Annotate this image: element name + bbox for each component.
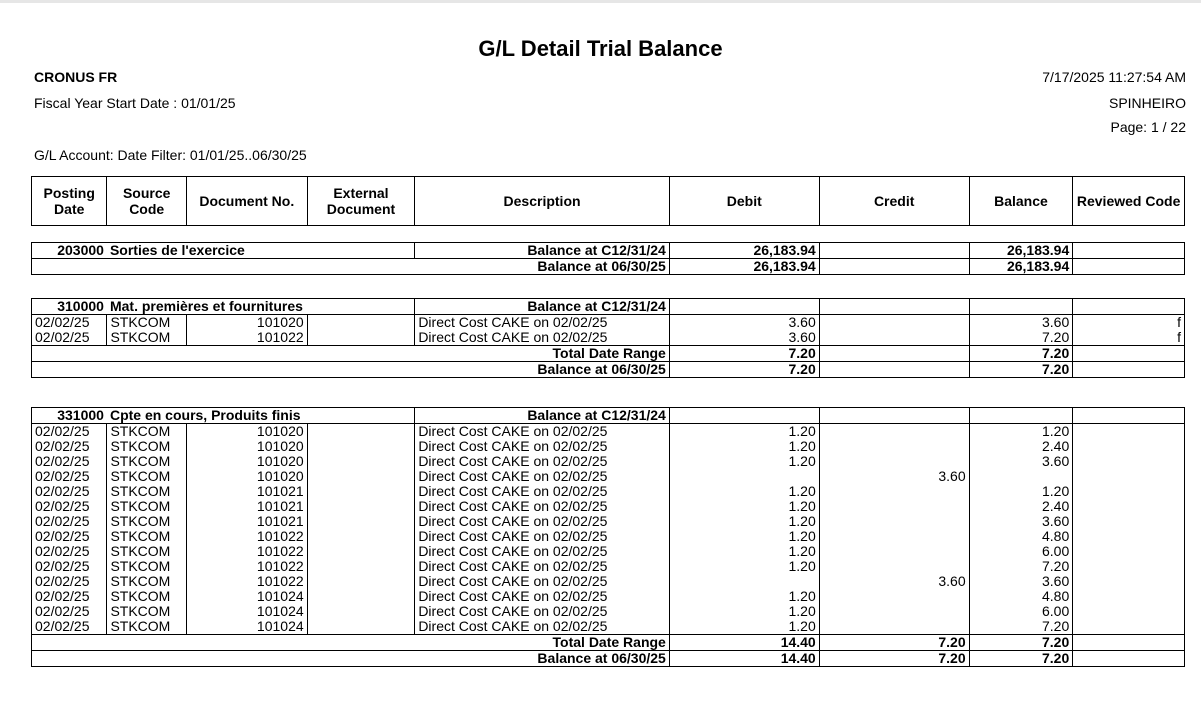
entry-source-code: STKCOM	[107, 424, 186, 440]
entry-description: Direct Cost CAKE on 02/02/25	[415, 439, 670, 454]
entry-posting-date: 02/02/25	[32, 559, 107, 574]
total-debit: 14.40	[669, 635, 819, 651]
opening-reviewed	[1073, 299, 1185, 315]
entry-source-code: STKCOM	[107, 604, 186, 619]
entry-debit: 1.20	[669, 439, 819, 454]
entry-document-no: 101022	[186, 330, 307, 346]
opening-balance-label: Balance at C12/31/24	[415, 299, 670, 315]
closing-debit: 7.20	[669, 362, 819, 378]
entry-balance: 2.40	[969, 439, 1073, 454]
entry-source-code: STKCOM	[107, 574, 186, 589]
entry-credit	[819, 619, 969, 635]
entry-description: Direct Cost CAKE on 02/02/25	[415, 559, 670, 574]
table-row	[32, 514, 1185, 529]
entry-source-code: STKCOM	[107, 559, 186, 574]
closing-balance: 7.20	[969, 651, 1073, 667]
entry-credit	[819, 315, 969, 331]
closing-credit	[819, 259, 969, 275]
closing-debit: 26,183.94	[669, 259, 819, 275]
company-name: CRONUS FR	[34, 69, 118, 85]
entry-external-document	[307, 589, 415, 604]
entry-reviewed-code	[1073, 619, 1185, 635]
entry-external-document	[307, 454, 415, 469]
entry-debit: 1.20	[669, 529, 819, 544]
entry-posting-date: 02/02/25	[32, 315, 107, 331]
entry-balance: 6.00	[969, 544, 1073, 559]
entry-description: Direct Cost CAKE on 02/02/25	[415, 574, 670, 589]
closing-balance: 7.20	[969, 362, 1073, 378]
entry-external-document	[307, 574, 415, 589]
entry-debit: 1.20	[669, 544, 819, 559]
entry-balance: 7.20	[969, 330, 1073, 346]
table-row	[32, 544, 1185, 559]
entry-credit	[819, 559, 969, 574]
entry-external-document	[307, 559, 415, 574]
entry-credit	[819, 484, 969, 499]
opening-debit	[669, 299, 819, 315]
entry-external-document	[307, 544, 415, 559]
entry-description: Direct Cost CAKE on 02/02/25	[415, 514, 670, 529]
entry-reviewed-code: f	[1073, 330, 1185, 346]
header-posting-date: Posting Date	[32, 177, 107, 226]
closing-balance: 26,183.94	[969, 259, 1073, 275]
total-label: Total Date Range	[32, 635, 670, 651]
entry-document-no: 101021	[186, 484, 307, 499]
report-user: SPINHEIRO	[1108, 95, 1186, 111]
account-group-310000	[31, 298, 1185, 378]
entry-balance: 1.20	[969, 424, 1073, 440]
entry-description: Direct Cost CAKE on 02/02/25	[415, 619, 670, 635]
table-row	[32, 469, 1185, 484]
entry-source-code: STKCOM	[107, 330, 186, 346]
entry-description: Direct Cost CAKE on 02/02/25	[415, 499, 670, 514]
opening-balance	[969, 408, 1073, 424]
entry-credit	[819, 454, 969, 469]
entry-document-no: 101021	[186, 499, 307, 514]
entry-external-document	[307, 514, 415, 529]
entry-document-no: 101021	[186, 514, 307, 529]
report-datetime: 7/17/2025 11:27:54 AM	[1042, 69, 1186, 85]
account-name: Sorties de l'exercice	[107, 243, 415, 259]
table-row	[32, 330, 1185, 346]
entry-debit: 3.60	[669, 330, 819, 346]
account-heading-row	[32, 408, 1185, 424]
account-number: 203000	[32, 243, 107, 259]
entry-debit	[669, 469, 819, 484]
entry-source-code: STKCOM	[107, 499, 186, 514]
entry-external-document	[307, 469, 415, 484]
table-row	[32, 424, 1185, 440]
entry-description: Direct Cost CAKE on 02/02/25	[415, 315, 670, 331]
closing-credit: 7.20	[819, 651, 969, 667]
closing-reviewed	[1073, 259, 1185, 275]
entry-source-code: STKCOM	[107, 439, 186, 454]
date-filter: G/L Account: Date Filter: 01/01/25..06/30/25	[34, 147, 307, 163]
opening-credit	[819, 243, 969, 259]
total-reviewed	[1073, 635, 1185, 651]
entry-description: Direct Cost CAKE on 02/02/25	[415, 604, 670, 619]
table-row	[32, 589, 1185, 604]
entry-external-document	[307, 499, 415, 514]
total-row	[32, 635, 1185, 651]
closing-row	[32, 259, 1185, 275]
entry-source-code: STKCOM	[107, 514, 186, 529]
entry-balance: 6.00	[969, 604, 1073, 619]
opening-credit	[819, 299, 969, 315]
total-row	[32, 346, 1185, 362]
header-debit: Debit	[669, 177, 819, 226]
account-name: Mat. premières et fournitures	[107, 299, 415, 315]
entry-balance: 3.60	[969, 574, 1073, 589]
entry-reviewed-code	[1073, 604, 1185, 619]
entry-external-document	[307, 484, 415, 499]
entry-source-code: STKCOM	[107, 469, 186, 484]
entry-credit	[819, 529, 969, 544]
entry-document-no: 101020	[186, 454, 307, 469]
entry-external-document	[307, 424, 415, 440]
closing-debit: 14.40	[669, 651, 819, 667]
entry-document-no: 101024	[186, 604, 307, 619]
account-number: 310000	[32, 299, 107, 315]
entry-reviewed-code	[1073, 589, 1185, 604]
closing-label: Balance at 06/30/25	[32, 651, 670, 667]
total-debit: 7.20	[669, 346, 819, 362]
entry-debit: 1.20	[669, 424, 819, 440]
entry-debit: 1.20	[669, 559, 819, 574]
entry-reviewed-code	[1073, 439, 1185, 454]
entry-posting-date: 02/02/25	[32, 589, 107, 604]
entry-balance: 3.60	[969, 514, 1073, 529]
entry-description: Direct Cost CAKE on 02/02/25	[415, 469, 670, 484]
table-row	[32, 559, 1185, 574]
table-row	[32, 619, 1185, 635]
entry-posting-date: 02/02/25	[32, 330, 107, 346]
entry-document-no: 101022	[186, 574, 307, 589]
entry-debit: 3.60	[669, 315, 819, 331]
account-group-203000	[31, 242, 1185, 275]
entry-source-code: STKCOM	[107, 315, 186, 331]
entry-reviewed-code: f	[1073, 315, 1185, 331]
entry-posting-date: 02/02/25	[32, 424, 107, 440]
account-heading-row	[32, 243, 1185, 259]
table-row	[32, 454, 1185, 469]
entry-source-code: STKCOM	[107, 484, 186, 499]
entry-source-code: STKCOM	[107, 589, 186, 604]
entry-balance: 3.60	[969, 315, 1073, 331]
opening-credit	[819, 408, 969, 424]
closing-credit	[819, 362, 969, 378]
account-name: Cpte en cours, Produits finis	[107, 408, 415, 424]
closing-label: Balance at 06/30/25	[32, 259, 670, 275]
entry-reviewed-code	[1073, 469, 1185, 484]
entry-credit	[819, 439, 969, 454]
entry-description: Direct Cost CAKE on 02/02/25	[415, 544, 670, 559]
opening-balance	[969, 299, 1073, 315]
entry-posting-date: 02/02/25	[32, 574, 107, 589]
entry-credit	[819, 514, 969, 529]
total-credit	[819, 346, 969, 362]
entry-reviewed-code	[1073, 454, 1185, 469]
account-group-331000	[31, 407, 1185, 667]
entry-balance: 4.80	[969, 529, 1073, 544]
entry-reviewed-code	[1073, 514, 1185, 529]
entry-external-document	[307, 619, 415, 635]
total-reviewed	[1073, 346, 1185, 362]
entry-reviewed-code	[1073, 529, 1185, 544]
account-heading-row	[32, 299, 1185, 315]
entry-balance: 2.40	[969, 499, 1073, 514]
entry-reviewed-code	[1073, 424, 1185, 440]
entry-credit	[819, 589, 969, 604]
entry-document-no: 101024	[186, 619, 307, 635]
table-row	[32, 529, 1185, 544]
entry-external-document	[307, 529, 415, 544]
entry-description: Direct Cost CAKE on 02/02/25	[415, 529, 670, 544]
opening-balance-label: Balance at C12/31/24	[415, 408, 670, 424]
entry-external-document	[307, 330, 415, 346]
entry-reviewed-code	[1073, 484, 1185, 499]
entry-reviewed-code	[1073, 574, 1185, 589]
entry-external-document	[307, 439, 415, 454]
entry-reviewed-code	[1073, 544, 1185, 559]
entry-description: Direct Cost CAKE on 02/02/25	[415, 454, 670, 469]
header-balance: Balance	[969, 177, 1073, 226]
header-document-no: Document No.	[186, 177, 307, 226]
entry-balance: 1.20	[969, 484, 1073, 499]
entry-posting-date: 02/02/25	[32, 499, 107, 514]
entry-source-code: STKCOM	[107, 619, 186, 635]
page-number: Page: 1 / 22	[1110, 119, 1186, 135]
entry-balance: 3.60	[969, 454, 1073, 469]
column-header-table	[31, 176, 1185, 226]
entry-posting-date: 02/02/25	[32, 619, 107, 635]
table-row	[32, 484, 1185, 499]
entry-posting-date: 02/02/25	[32, 469, 107, 484]
fiscal-year-start: Fiscal Year Start Date : 01/01/25	[34, 95, 236, 111]
table-row	[32, 604, 1185, 619]
entry-balance	[969, 469, 1073, 484]
entry-document-no: 101020	[186, 439, 307, 454]
entry-debit: 1.20	[669, 484, 819, 499]
top-border	[0, 0, 1201, 3]
entry-reviewed-code	[1073, 559, 1185, 574]
entry-document-no: 101020	[186, 469, 307, 484]
entry-credit: 3.60	[819, 574, 969, 589]
opening-reviewed	[1073, 243, 1185, 259]
entry-description: Direct Cost CAKE on 02/02/25	[415, 330, 670, 346]
entry-credit	[819, 544, 969, 559]
entry-description: Direct Cost CAKE on 02/02/25	[415, 424, 670, 440]
opening-debit: 26,183.94	[669, 243, 819, 259]
table-row	[32, 499, 1185, 514]
closing-label: Balance at 06/30/25	[32, 362, 670, 378]
entry-document-no: 101022	[186, 544, 307, 559]
entry-credit: 3.60	[819, 469, 969, 484]
entry-debit: 1.20	[669, 499, 819, 514]
entry-posting-date: 02/02/25	[32, 544, 107, 559]
header-source-code: Source Code	[107, 177, 186, 226]
header-credit: Credit	[819, 177, 969, 226]
table-row	[32, 439, 1185, 454]
entry-posting-date: 02/02/25	[32, 604, 107, 619]
table-row	[32, 574, 1185, 589]
entry-document-no: 101024	[186, 589, 307, 604]
report-title: G/L Detail Trial Balance	[478, 36, 723, 61]
opening-debit	[669, 408, 819, 424]
total-balance: 7.20	[969, 346, 1073, 362]
entry-posting-date: 02/02/25	[32, 529, 107, 544]
total-label: Total Date Range	[32, 346, 670, 362]
entry-balance: 7.20	[969, 559, 1073, 574]
entry-source-code: STKCOM	[107, 454, 186, 469]
entry-credit	[819, 604, 969, 619]
entry-reviewed-code	[1073, 499, 1185, 514]
entry-balance: 4.80	[969, 589, 1073, 604]
entry-posting-date: 02/02/25	[32, 484, 107, 499]
entry-credit	[819, 499, 969, 514]
header-external-document: External Document	[307, 177, 415, 226]
entry-credit	[819, 424, 969, 440]
header-reviewed-code: Reviewed Code	[1073, 177, 1185, 226]
entry-document-no: 101020	[186, 424, 307, 440]
account-number: 331000	[32, 408, 107, 424]
entry-description: Direct Cost CAKE on 02/02/25	[415, 589, 670, 604]
entry-balance: 7.20	[969, 619, 1073, 635]
entry-document-no: 101022	[186, 529, 307, 544]
entry-source-code: STKCOM	[107, 529, 186, 544]
total-balance: 7.20	[969, 635, 1073, 651]
header-description: Description	[415, 177, 670, 226]
closing-reviewed	[1073, 362, 1185, 378]
entry-debit: 1.20	[669, 454, 819, 469]
entry-source-code: STKCOM	[107, 544, 186, 559]
entry-credit	[819, 330, 969, 346]
entry-debit: 1.20	[669, 589, 819, 604]
table-row	[32, 315, 1185, 331]
entry-debit: 1.20	[669, 514, 819, 529]
entry-debit: 1.20	[669, 619, 819, 635]
entry-posting-date: 02/02/25	[32, 454, 107, 469]
opening-balance: 26,183.94	[969, 243, 1073, 259]
entry-description: Direct Cost CAKE on 02/02/25	[415, 484, 670, 499]
opening-reviewed	[1073, 408, 1185, 424]
entry-debit	[669, 574, 819, 589]
entry-external-document	[307, 315, 415, 331]
entry-document-no: 101020	[186, 315, 307, 331]
entry-posting-date: 02/02/25	[32, 514, 107, 529]
entry-debit: 1.20	[669, 604, 819, 619]
opening-balance-label: Balance at C12/31/24	[415, 243, 670, 259]
entry-document-no: 101022	[186, 559, 307, 574]
entry-external-document	[307, 604, 415, 619]
total-credit: 7.20	[819, 635, 969, 651]
entry-posting-date: 02/02/25	[32, 439, 107, 454]
closing-reviewed	[1073, 651, 1185, 667]
closing-row	[32, 651, 1185, 667]
closing-row	[32, 362, 1185, 378]
